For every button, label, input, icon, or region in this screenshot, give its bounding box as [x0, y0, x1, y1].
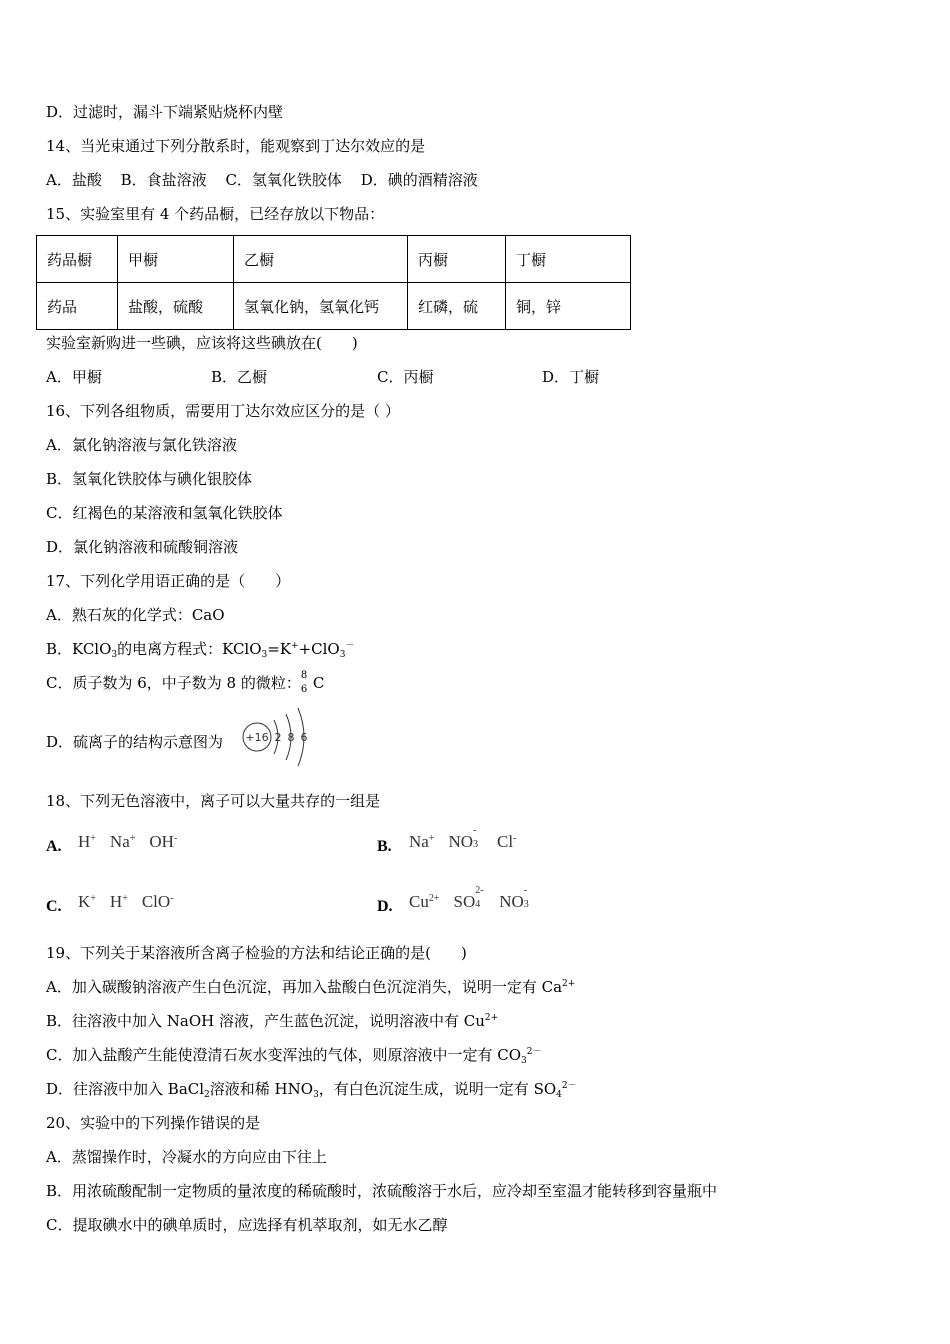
ion-d-0: $Cu^{2+}$: [409, 892, 440, 911]
table-cell: 药品: [37, 283, 118, 330]
table-cell: 丙橱: [408, 236, 506, 283]
q18-stem: 18、下列无色溶液中，离子可以大量共存的一组是: [46, 792, 381, 810]
table-cell: 甲橱: [118, 236, 234, 283]
q19-option-b: B．往溶液中加入 NaOH 溶液，产生蓝色沉淀，说明溶液中有 $Cu^{2+}$: [46, 1012, 499, 1030]
q17-option-a: A．熟石灰的化学式：CaO: [46, 606, 225, 624]
q14-option-a: A．盐酸: [46, 171, 102, 189]
q18-ions-c: [78, 892, 188, 912]
q18-ions-a: [78, 832, 191, 852]
q14-options: [46, 170, 478, 190]
q18-label-d: D.: [377, 898, 393, 915]
q16-option-b: B．氢氧化铁胶体与碘化银胶体: [46, 470, 253, 488]
q13-option-d: D．过滤时，漏斗下端紧贴烧杯内壁: [46, 103, 284, 121]
q14-option-b: B．食盐溶液: [120, 171, 207, 189]
q15-question: 实验室新购进一些碘，应该将这些碘放在( ): [46, 334, 358, 352]
q19-option-c: C．加入盐酸产生能使澄清石灰水变浑浊的气体，则原溶液中一定有 $CO_3^{2-}$: [46, 1046, 542, 1066]
sulfide-ion-diagram: [240, 706, 312, 768]
q15-option-d: D．丁橱: [542, 368, 600, 386]
q18-ions-d: [409, 885, 548, 912]
q19-option-d: D．往溶液中加入 BaCl$_2$溶液和稀 $HNO_3$，有白色沉淀生成，说明一定有 $SO_4^{2-}$: [46, 1080, 577, 1100]
q15-option-c: C．丙橱: [377, 368, 434, 386]
table-cell: 氢氧化钠，氢氧化钙: [234, 283, 408, 330]
q16-option-a: A．氯化钠溶液与氯化铁溶液: [46, 436, 237, 454]
ion-d-2: NO - 3: [499, 885, 529, 911]
q19-option-a: A．加入碳酸钠溶液产生白色沉淀，再加入盐酸白色沉淀消失，说明一定有 $Ca^{2+}$: [46, 978, 576, 996]
q18-label-a: A.: [46, 838, 62, 855]
q17-option-d: D．硫离子的结构示意图为: [46, 733, 224, 751]
q20-option-c: C．提取碘水中的碘单质时，应选择有机萃取剂，如无水乙醇: [46, 1216, 448, 1234]
table-cell: 铜，锌: [506, 283, 631, 330]
q20-stem: 20、实验中的下列操作错误的是: [46, 1114, 261, 1132]
ion-d-1: SO 2- 4: [453, 885, 484, 911]
q16-option-c: C．红褐色的某溶液和氢氧化铁胶体: [46, 504, 283, 522]
table-header-row: [37, 236, 631, 283]
table-cell: 红磷，硫: [408, 283, 506, 330]
ion-b-2: Cl-: [497, 832, 517, 851]
q20-option-b: B．用浓硫酸配制一定物质的量浓度的稀硫酸时，浓硫酸溶于水后，应冷却至室温才能转移到容量瓶中: [46, 1182, 718, 1200]
ion-b-0: Na+: [409, 832, 435, 851]
q14-option-d: D．碘的酒精溶液: [360, 171, 478, 189]
q14-stem: 14、当光束通过下列分散系时，能观察到丁达尔效应的是: [46, 137, 426, 155]
ion-a-1: Na+: [109, 832, 136, 851]
q18-label-c: C.: [46, 898, 62, 915]
isotope-notation: 8 6: [300, 670, 308, 695]
table-cell: 丁橱: [506, 236, 631, 283]
table-cell: 药品橱: [37, 236, 118, 283]
q17-option-c: C．质子数为 6，中子数为 8 的微粒： 8 6 C: [46, 670, 325, 695]
q16-option-d: D．氯化钠溶液和硫酸铜溶液: [46, 538, 239, 556]
ion-c-1: H+: [109, 892, 128, 911]
table-row: [37, 283, 631, 330]
shell-electrons: 2: [274, 731, 282, 744]
q18-label-b: B.: [377, 838, 392, 855]
q18-ions-b: [409, 825, 530, 852]
q17-option-b: B．KClO$_3$的电离方程式：KClO$_3$=K++ClO$_3$－: [46, 640, 355, 660]
cabinet-table: [36, 235, 631, 330]
q16-stem: 16、下列各组物质，需要用丁达尔效应区分的是（ ）: [46, 402, 400, 420]
q20-option-a: A．蒸馏操作时，冷凝水的方向应由下往上: [46, 1148, 327, 1166]
q19-stem: 19、下列关于某溶液所含离子检验的方法和结论正确的是( ): [46, 944, 467, 962]
q15-option-a: A．甲橱: [46, 368, 102, 386]
ion-c-0: K+: [78, 892, 96, 911]
table-cell: 盐酸，硫酸: [118, 283, 234, 330]
q15-stem: 15、实验室里有 4 个药品橱，已经存放以下物品：: [46, 205, 385, 223]
q17-stem: 17、下列化学用语正确的是（ ）: [46, 572, 291, 590]
shell-electrons: 6: [300, 731, 308, 744]
table-cell: 乙橱: [234, 236, 408, 283]
q14-option-c: C．氢氧化铁胶体: [225, 171, 342, 189]
q15-option-b: B．乙橱: [211, 368, 268, 386]
nucleus-charge: +16: [245, 731, 269, 744]
ion-a-0: H+: [78, 832, 96, 851]
shell-electrons: 8: [287, 731, 295, 744]
ion-a-2: OH-: [149, 832, 178, 851]
ion-c-2: ClO-: [141, 892, 174, 911]
ion-b-1: NO - 3: [448, 825, 479, 851]
